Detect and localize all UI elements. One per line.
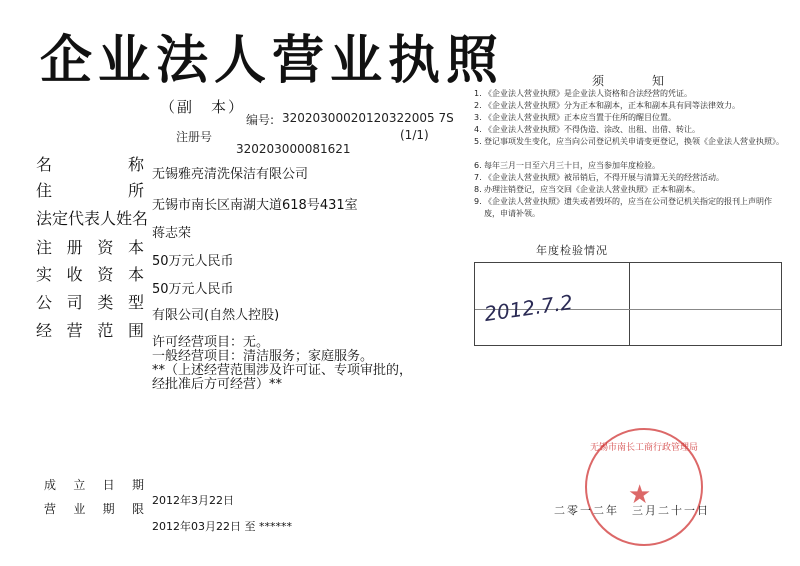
field-value-address: 无锡市南长区南湖大道618号431室: [152, 198, 358, 213]
seal-text: 无锡市南长工商行政管理局: [590, 443, 699, 453]
reg-label: 注册号: [176, 130, 213, 144]
seal-star-icon: ★: [628, 480, 652, 510]
table-divider: [629, 263, 630, 345]
term-label: 营业期限: [44, 502, 144, 516]
notice-item: 9. 《企业法人营业执照》遗失或者毁坏的，应当在公司登记机关指定的报刊上声明作废，申请补领。: [474, 197, 772, 218]
notice-item: 7. 《企业法人营业执照》被吊销后，不得开展与清算无关的经营活动。: [474, 173, 724, 182]
term-value: 2012年03月22日 至 ******: [152, 520, 292, 533]
established-label: 成立日期: [44, 478, 144, 492]
notice-title: 须 知: [592, 74, 683, 88]
field-label-business-scope: 经营范围: [36, 321, 144, 340]
notice-item: 4. 《企业法人营业执照》不得伪造、涂改、出租、出借、转让。: [474, 125, 700, 134]
copy-index: (1/1): [400, 128, 429, 142]
established-value: 2012年3月22日: [152, 494, 234, 507]
notice-item: 3. 《企业法人营业执照》正本应当置于住所的醒目位置。: [474, 113, 676, 122]
field-value-paid-capital: 50万元人民币: [152, 282, 234, 297]
scope-line: 许可经营项目：无。: [152, 335, 270, 350]
scope-line: 一般经营项目：清洁服务；家庭服务。: [152, 349, 374, 364]
notice-item: 6. 每年三月一日至六月三十日，应当参加年度检验。: [474, 161, 660, 170]
field-label-name: 名 称: [36, 155, 144, 174]
issue-date: 二零一二年 三月二十一日: [554, 504, 710, 517]
field-label-registered-capital: 注册资本: [36, 238, 144, 257]
notice-item: 5. 登记事项发生变化，应当向公司登记机关申请变更登记，换领《企业法人营业执照》。: [474, 137, 784, 146]
field-value-company-type: 有限公司(自然人控股): [152, 308, 280, 323]
reg-value: 320203000081621: [236, 142, 351, 156]
scope-line: **（上述经营范围涉及许可证、专项审批的，: [152, 363, 413, 378]
license-title: 企业法人营业执照: [40, 31, 505, 91]
field-label-company-type: 公司类型: [36, 293, 144, 312]
inspection-title: 年度检验情况: [536, 244, 608, 257]
field-label-address: 住 所: [36, 181, 144, 200]
inspection-handwriting: 2012.7.2: [482, 289, 575, 327]
field-label-legal-rep: 法定代表人姓名: [36, 209, 149, 228]
copy-label: （副 本）: [160, 98, 246, 116]
number-label: 编号:: [246, 113, 275, 127]
field-label-paid-capital: 实收资本: [36, 265, 144, 284]
notice-item: 1. 《企业法人营业执照》是企业法人资格和合法经营的凭证。: [474, 89, 692, 98]
field-value-name: 无锡雅亮清洗保洁有限公司: [152, 167, 309, 182]
field-value-legal-rep: 蒋志荣: [152, 226, 192, 241]
notice-item: 8. 办理注销登记，应当交回《企业法人营业执照》正本和副本。: [474, 185, 700, 194]
notice-item: 2. 《企业法人营业执照》分为正本和副本，正本和副本具有同等法律效力。: [474, 101, 740, 110]
number-value: 32020300020120322005 7S: [282, 111, 454, 125]
field-value-registered-capital: 50万元人民币: [152, 254, 234, 269]
scope-line: 经批准后方可经营）**: [152, 377, 283, 392]
